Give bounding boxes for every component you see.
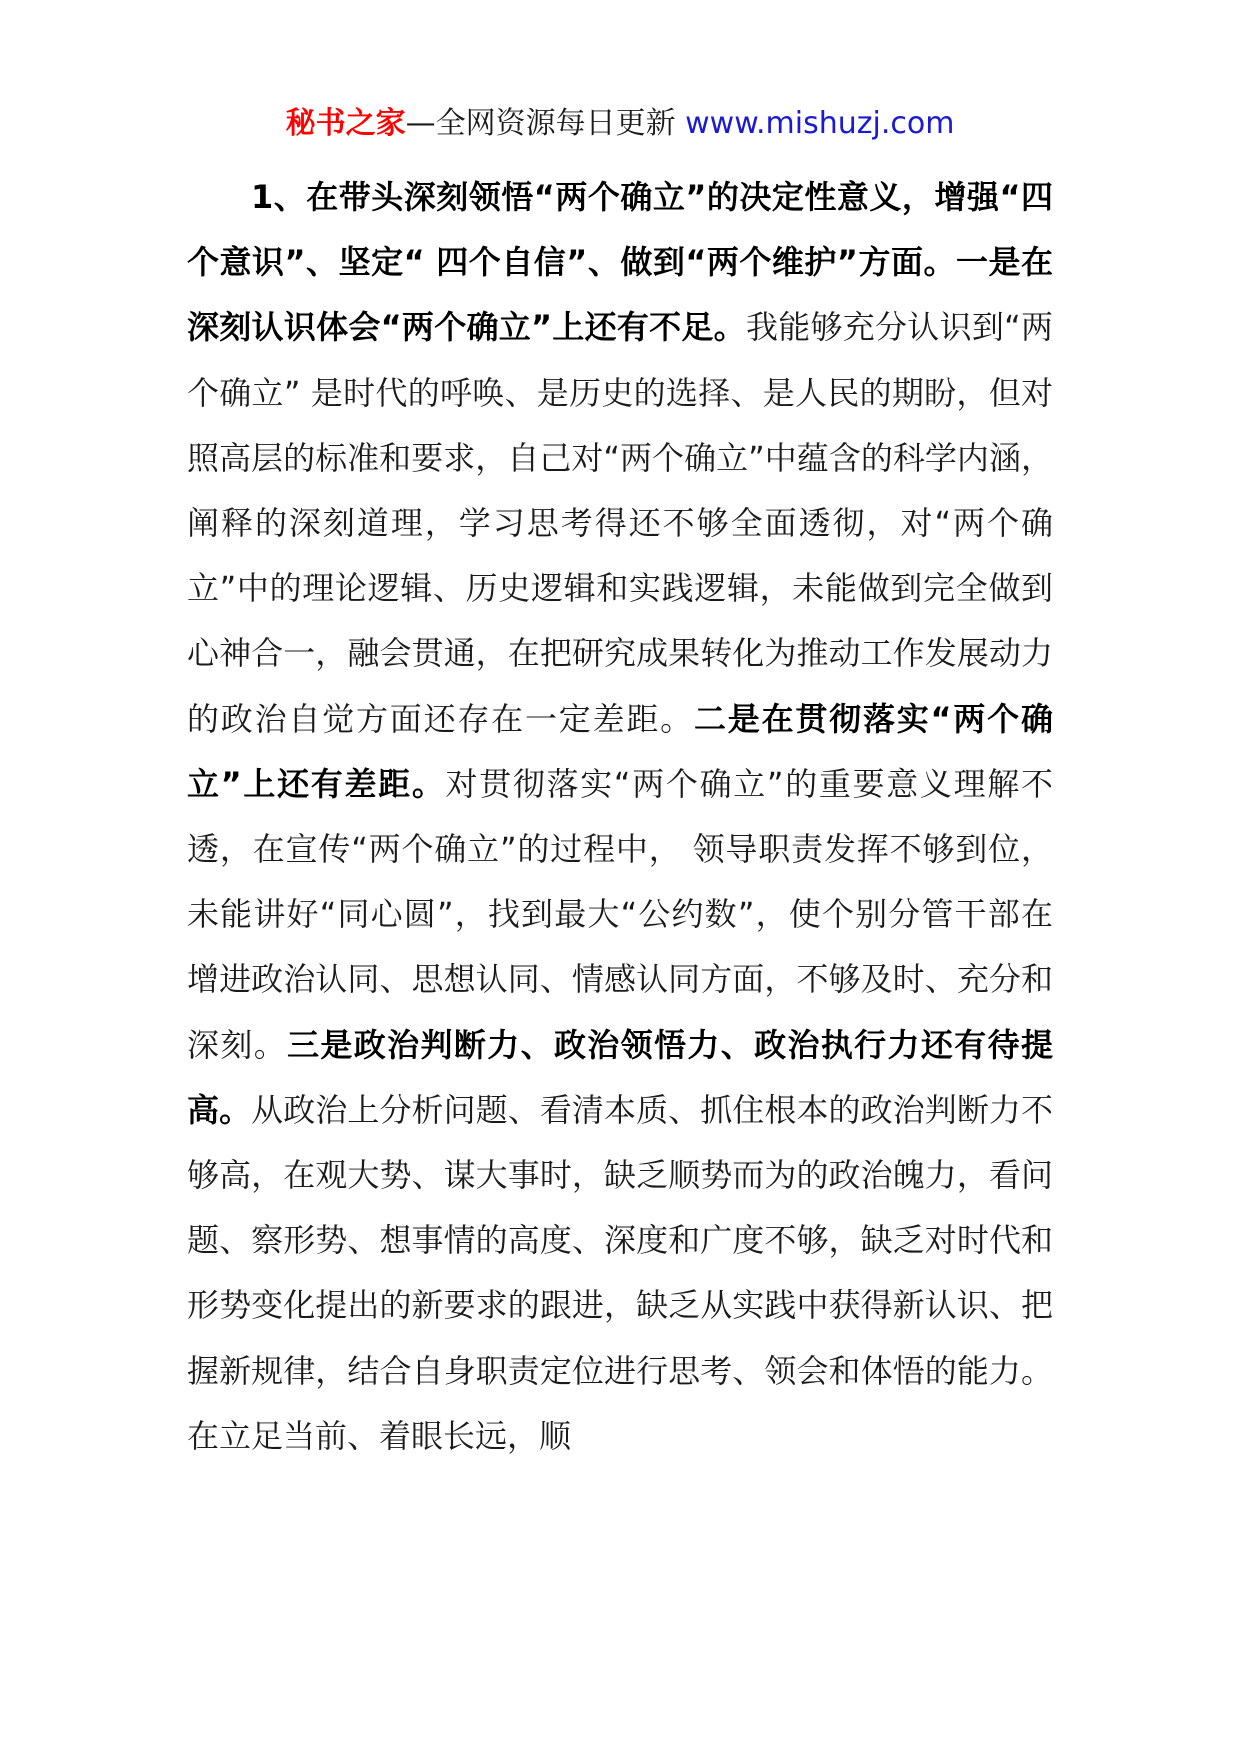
- body-segment: 我能够充分认识到“两个确立” 是时代的呼唤、是历史的选择、是人民的期盼，但对照高层的标准和要求，自己对“两个确立”中蕴含的科学内涵，阐释的深刻道理，学习思考得还不够全面透彻，对“两个确立”中的理论逻辑、历史逻辑和实践逻辑，未能做到完全做到心神合一，融会贯通，在把研究成果转化为推动工作发展动力的政治自觉方面还存在一定差距。: [187, 308, 1053, 738]
- body-segment: 从政治上分析问题、看清本质、抓住根本的政治判断力不够高，在观大势、谋大事时，缺乏顺势而为的政治魄力，看问题、察形势、想事情的高度、深度和广度不够，缺乏对时代和形势变化提出的新要求的跟进，缺乏从实践中获得新认识、把握新规律，结合自身职责定位进行思考、领会和体悟的能力。在立足当前、着眼长远，顺: [187, 1090, 1053, 1455]
- site-tagline: —全网资源每日更新: [405, 106, 686, 141]
- site-brand: 秘书之家: [285, 106, 406, 141]
- site-url-link[interactable]: www.mishuzj.com: [685, 106, 955, 141]
- point-heading-3: 三是政治判断力、政治领悟力、政治执行力还有待提高。: [187, 1025, 1053, 1129]
- site-header: [0, 104, 1240, 144]
- document-body: [187, 165, 1053, 1469]
- body-segment: 对贯彻落实“两个确立”的重要意义理解不透，在宣传“两个确立”的过程中， 领导职责发挥不够到位，未能讲好“同心圆”，找到最大“公约数”，使个别分管干部在增进政治认同、思想认同、情感认同方面，不够及时、充分和深刻。: [187, 764, 1053, 1064]
- section-heading: 1、在带头深刻领悟“两个确立”的决定性意义，增强“四个意识”、坚定“ 四个自信”、做到“两个维护”方面。一是在深刻认识体会“两个确立”上还有不足。: [187, 178, 1053, 347]
- point-heading-2: 二是在贯彻落实“两个确立”上还有差距。: [187, 699, 1053, 803]
